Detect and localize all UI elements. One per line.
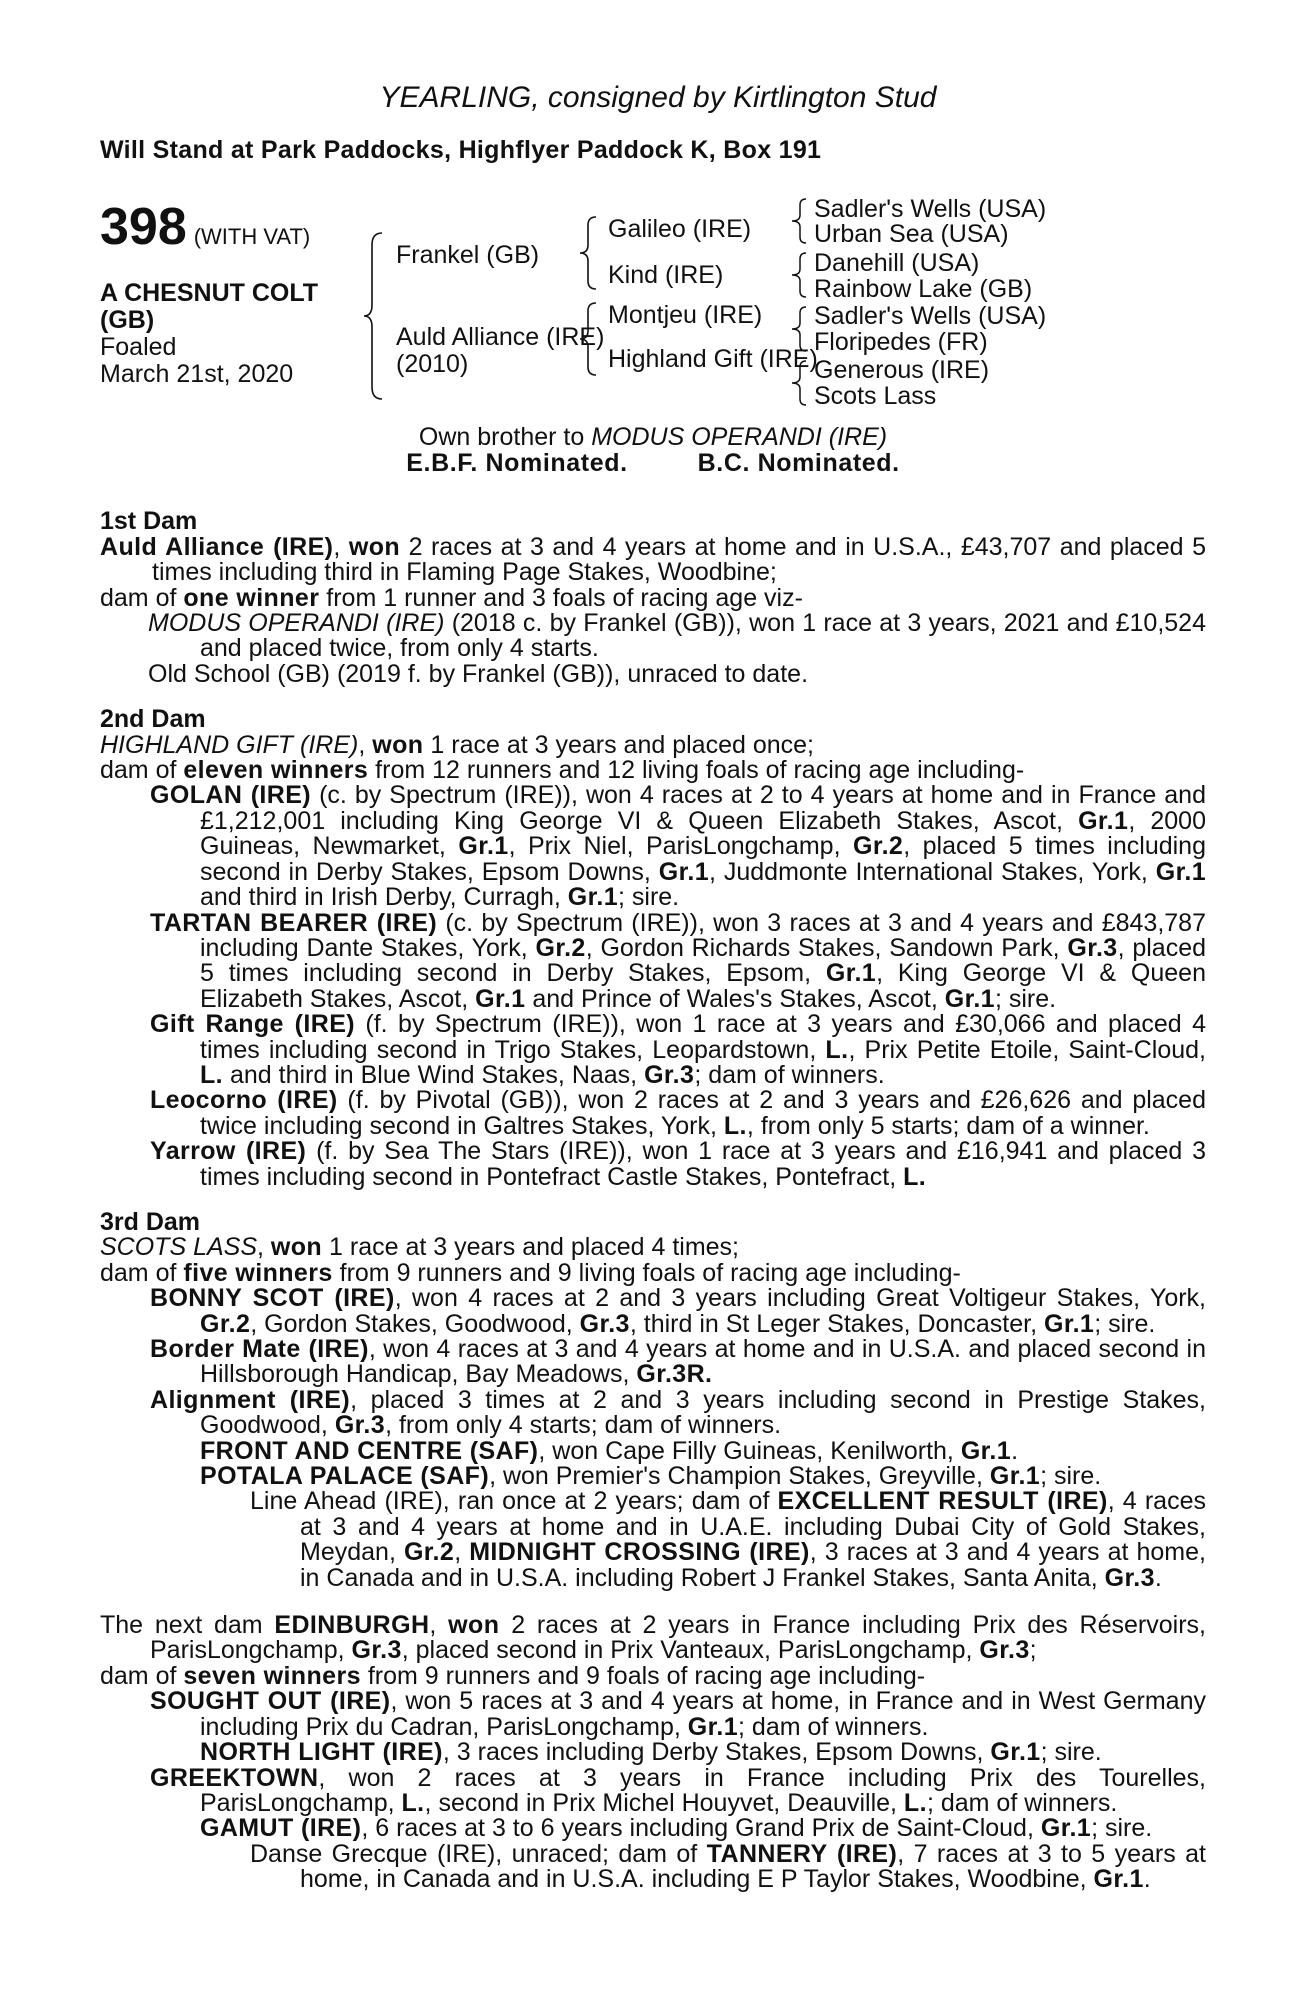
pedigree-dds: Generous (IRE) xyxy=(814,356,990,385)
pedigree-dam-year: (2010) xyxy=(396,350,469,379)
second-dam-heading: 2nd Dam xyxy=(100,705,206,734)
pedigree-sire-sire: Galileo (IRE) xyxy=(608,215,752,244)
produce-leocorno: Leocorno (IRE) (f. by Pivotal (GB)), won 2 races at 2 and 3 years and £26,626 and placed twice including second in Galtres Stakes, York, L., from only 5 starts; dam of a winner. xyxy=(150,1086,1206,1140)
pedigree-dam-dam: Highland Gift (IRE) xyxy=(608,345,818,374)
third-dam-heading: 3rd Dam xyxy=(100,1207,201,1236)
produce-gift-range: Gift Range (IRE) (f. by Spectrum (IRE)), won 1 race at 3 years and £30,066 and placed 4 times including second in Trigo Stakes, Leopardstown, L., Prix Petite Etoile, Saint-Cloud, L. and third in Blue Wind Stakes, Naas, Gr.3; dam of winners. xyxy=(150,1010,1206,1089)
third-dam-record: SCOTS LASS, won 1 race at 3 years and placed 4 times; xyxy=(100,1233,740,1262)
first-dam-produce-summary: dam of one winner from 1 runner and 3 foals of racing age viz- xyxy=(100,583,803,612)
produce-yarrow: Yarrow (IRE) (f. by Sea The Stars (IRE)), won 1 race at 3 years and £16,941 and placed 3 times including second in Pontefract Castle Stakes, Pontefract, L. xyxy=(150,1137,1207,1191)
produce-sought-out: SOUGHT OUT (IRE), won 5 races at 3 and 4 years at home, in France and in West Germany including Prix du Cadran, ParisLongchamp, Gr.1; dam of winners. xyxy=(150,1687,1206,1741)
pedigree-sire: Frankel (GB) xyxy=(396,241,540,270)
pedigree-ddd: Scots Lass xyxy=(814,382,937,411)
first-dam-heading: 1st Dam xyxy=(100,507,198,536)
brace-gen3-1 xyxy=(790,197,810,245)
produce-line-ahead: Line Ahead (IRE), ran once at 2 years; dam of EXCELLENT RESULT (IRE), 4 races at 3 and 4 years at home and in U.A.E. including Dubai City of Gold Stakes, Meydan, Gr.2, MIDNIGHT CROSSING (IRE), 3 races at 3 and 4 years at home, in Canada and in U.S.A. including Robert J Frankel Stakes, Santa Anita, Gr.3. xyxy=(250,1487,1206,1592)
second-dam-record: HIGHLAND GIFT (IRE), won 1 race at 3 years and placed once; xyxy=(100,730,814,759)
foaled-date: March 21st, 2020 xyxy=(100,360,294,389)
lot-description: A CHESNUT COLT xyxy=(100,279,319,308)
produce-potala-palace: POTALA PALACE (SAF), won Premier's Champion Stakes, Greyville, Gr.1; sire. xyxy=(200,1462,1102,1491)
lot-description-country: (GB) xyxy=(100,306,155,335)
first-dam-record: Auld Alliance (IRE), won 2 races at 3 and 4 years at home and in U.S.A., £43,707 and placed 5 times including third in Flaming Page Stakes, Woodbine; xyxy=(100,532,1206,587)
produce-north-light: NORTH LIGHT (IRE), 3 races including Derby Stakes, Epsom Downs, Gr.1; sire. xyxy=(200,1738,1102,1767)
next-dam-record: The next dam EDINBURGH, won 2 races at 2 years in France including Prix des Réservoirs, ParisLongchamp, Gr.3, placed second in Prix Vanteaux, ParisLongchamp, Gr.3; xyxy=(100,1611,1206,1665)
lot-vat: (WITH VAT) xyxy=(193,224,311,250)
pedigree-dam: Auld Alliance (IRE) xyxy=(396,323,605,352)
pedigree-ssd: Urban Sea (USA) xyxy=(814,220,1009,249)
brace-gen3-3 xyxy=(790,305,810,353)
brother-note: Own brother to MODUS OPERANDI (IRE) xyxy=(418,423,888,452)
produce-tartan-bearer: TARTAN BEARER (IRE) (c. by Spectrum (IRE)), won 3 races at 3 and 4 years and £843,787 including Dante Stakes, York, Gr.2, Gordon Richards Stakes, Sandown Park, Gr.3, placed 5 times including second in Derby Stakes, Epsom, Gr.1, King George VI & Queen Elizabeth Stakes, Ascot, Gr.1 and Prince of Wales's Stakes, Ascot, Gr.1; sire. xyxy=(150,908,1207,1013)
pedigree-sire-dam: Kind (IRE) xyxy=(608,261,724,290)
produce-old-school: Old School (GB) (2019 f. by Frankel (GB)), unraced to date. xyxy=(148,659,809,688)
foaled-label: Foaled xyxy=(100,333,177,362)
pedigree-block xyxy=(100,197,1206,477)
brace-sire-dam xyxy=(362,231,386,401)
brother-name: MODUS OPERANDI (IRE) xyxy=(591,423,888,452)
pedigree-sss: Sadler's Wells (USA) xyxy=(814,195,1047,224)
produce-greektown: GREEKTOWN, won 2 races at 3 years in France including Prix des Tourelles, ParisLongchamp, L., second in Prix Michel Houyvet, Deauville, L.; dam of winners. xyxy=(150,1763,1206,1817)
lot-heading xyxy=(100,198,311,257)
pedigree-dam-sire: Montjeu (IRE) xyxy=(608,301,763,330)
consignment-line: YEARLING, consigned by Kirtlington Stud xyxy=(379,81,937,114)
produce-alignment: Alignment (IRE), placed 3 times at 2 and 3 years including second in Prestige Stakes, Goodwood, Gr.3, from only 4 starts; dam of winners. xyxy=(150,1385,1206,1440)
produce-danse-grecque: Danse Grecque (IRE), unraced; dam of TANNERY (IRE), 7 races at 3 to 5 years at home, in Canada and in U.S.A. including E P Taylor Stakes, Woodbine, Gr.1. xyxy=(250,1839,1206,1894)
lot-number: 398 xyxy=(100,198,187,257)
bc-nomination: B.C. Nominated. xyxy=(697,449,900,478)
produce-modus-operandi: MODUS OPERANDI (IRE) (2018 c. by Frankel (GB)), won 1 race at 3 years, 2021 and £10,524 and placed twice, from only 4 starts. xyxy=(148,609,1206,663)
third-dam-produce-summary: dam of five winners from 9 runners and 9 living foals of racing age including- xyxy=(100,1258,961,1287)
pedigree-sdd: Rainbow Lake (GB) xyxy=(814,275,1033,304)
next-dam-produce-summary: dam of seven winners from 9 runners and 9 foals of racing age including- xyxy=(100,1661,926,1690)
catalogue-page xyxy=(100,80,1206,1893)
produce-front-and-centre: FRONT AND CENTRE (SAF), won Cape Filly Guineas, Kenilworth, Gr.1. xyxy=(200,1436,1019,1465)
ebf-nomination: E.B.F. Nominated. xyxy=(406,449,628,478)
pedigree-dsd: Floripedes (FR) xyxy=(814,328,988,357)
pedigree-sds: Danehill (USA) xyxy=(814,249,980,278)
brace-sire-parents xyxy=(578,215,600,291)
second-dam-produce-summary: dam of eleven winners from 12 runners and 12 living foals of racing age including- xyxy=(100,756,1025,785)
brace-gen3-2 xyxy=(790,251,810,299)
brace-gen3-4 xyxy=(790,359,810,407)
produce-golan: GOLAN (IRE) (c. by Spectrum (IRE)), won 4 races at 2 to 4 years at home and in France and £1,212,001 including King George VI & Queen Elizabeth Stakes, Ascot, Gr.1, 2000 Guineas, Newmarket, Gr.1, Prix Niel, ParisLongchamp, Gr.2, placed 5 times including second in Derby Stakes, Epsom Downs, Gr.1, Juddmonte International Stakes, York, Gr.1 and third in Irish Derby, Curragh, Gr.1; sire. xyxy=(150,781,1206,912)
produce-gamut: GAMUT (IRE), 6 races at 3 to 6 years including Grand Prix de Saint-Cloud, Gr.1; sire. xyxy=(200,1814,1153,1843)
stand-location: Will Stand at Park Paddocks, Highflyer Paddock K, Box 191 xyxy=(100,136,822,164)
nominations xyxy=(100,451,1206,476)
produce-border-mate: Border Mate (IRE), won 4 races at 3 and 4 years at home and in U.S.A. and placed second in Hillsborough Handicap, Bay Meadows, Gr.3R. xyxy=(150,1335,1206,1389)
brace-dam-parents xyxy=(578,301,600,377)
pedigree-dss: Sadler's Wells (USA) xyxy=(814,302,1047,331)
produce-bonny-scot: BONNY SCOT (IRE), won 4 races at 2 and 3 years including Great Voltigeur Stakes, York, Gr.2, Gordon Stakes, Goodwood, Gr.3, third in St Leger Stakes, Doncaster, Gr.1; sire. xyxy=(150,1284,1206,1338)
